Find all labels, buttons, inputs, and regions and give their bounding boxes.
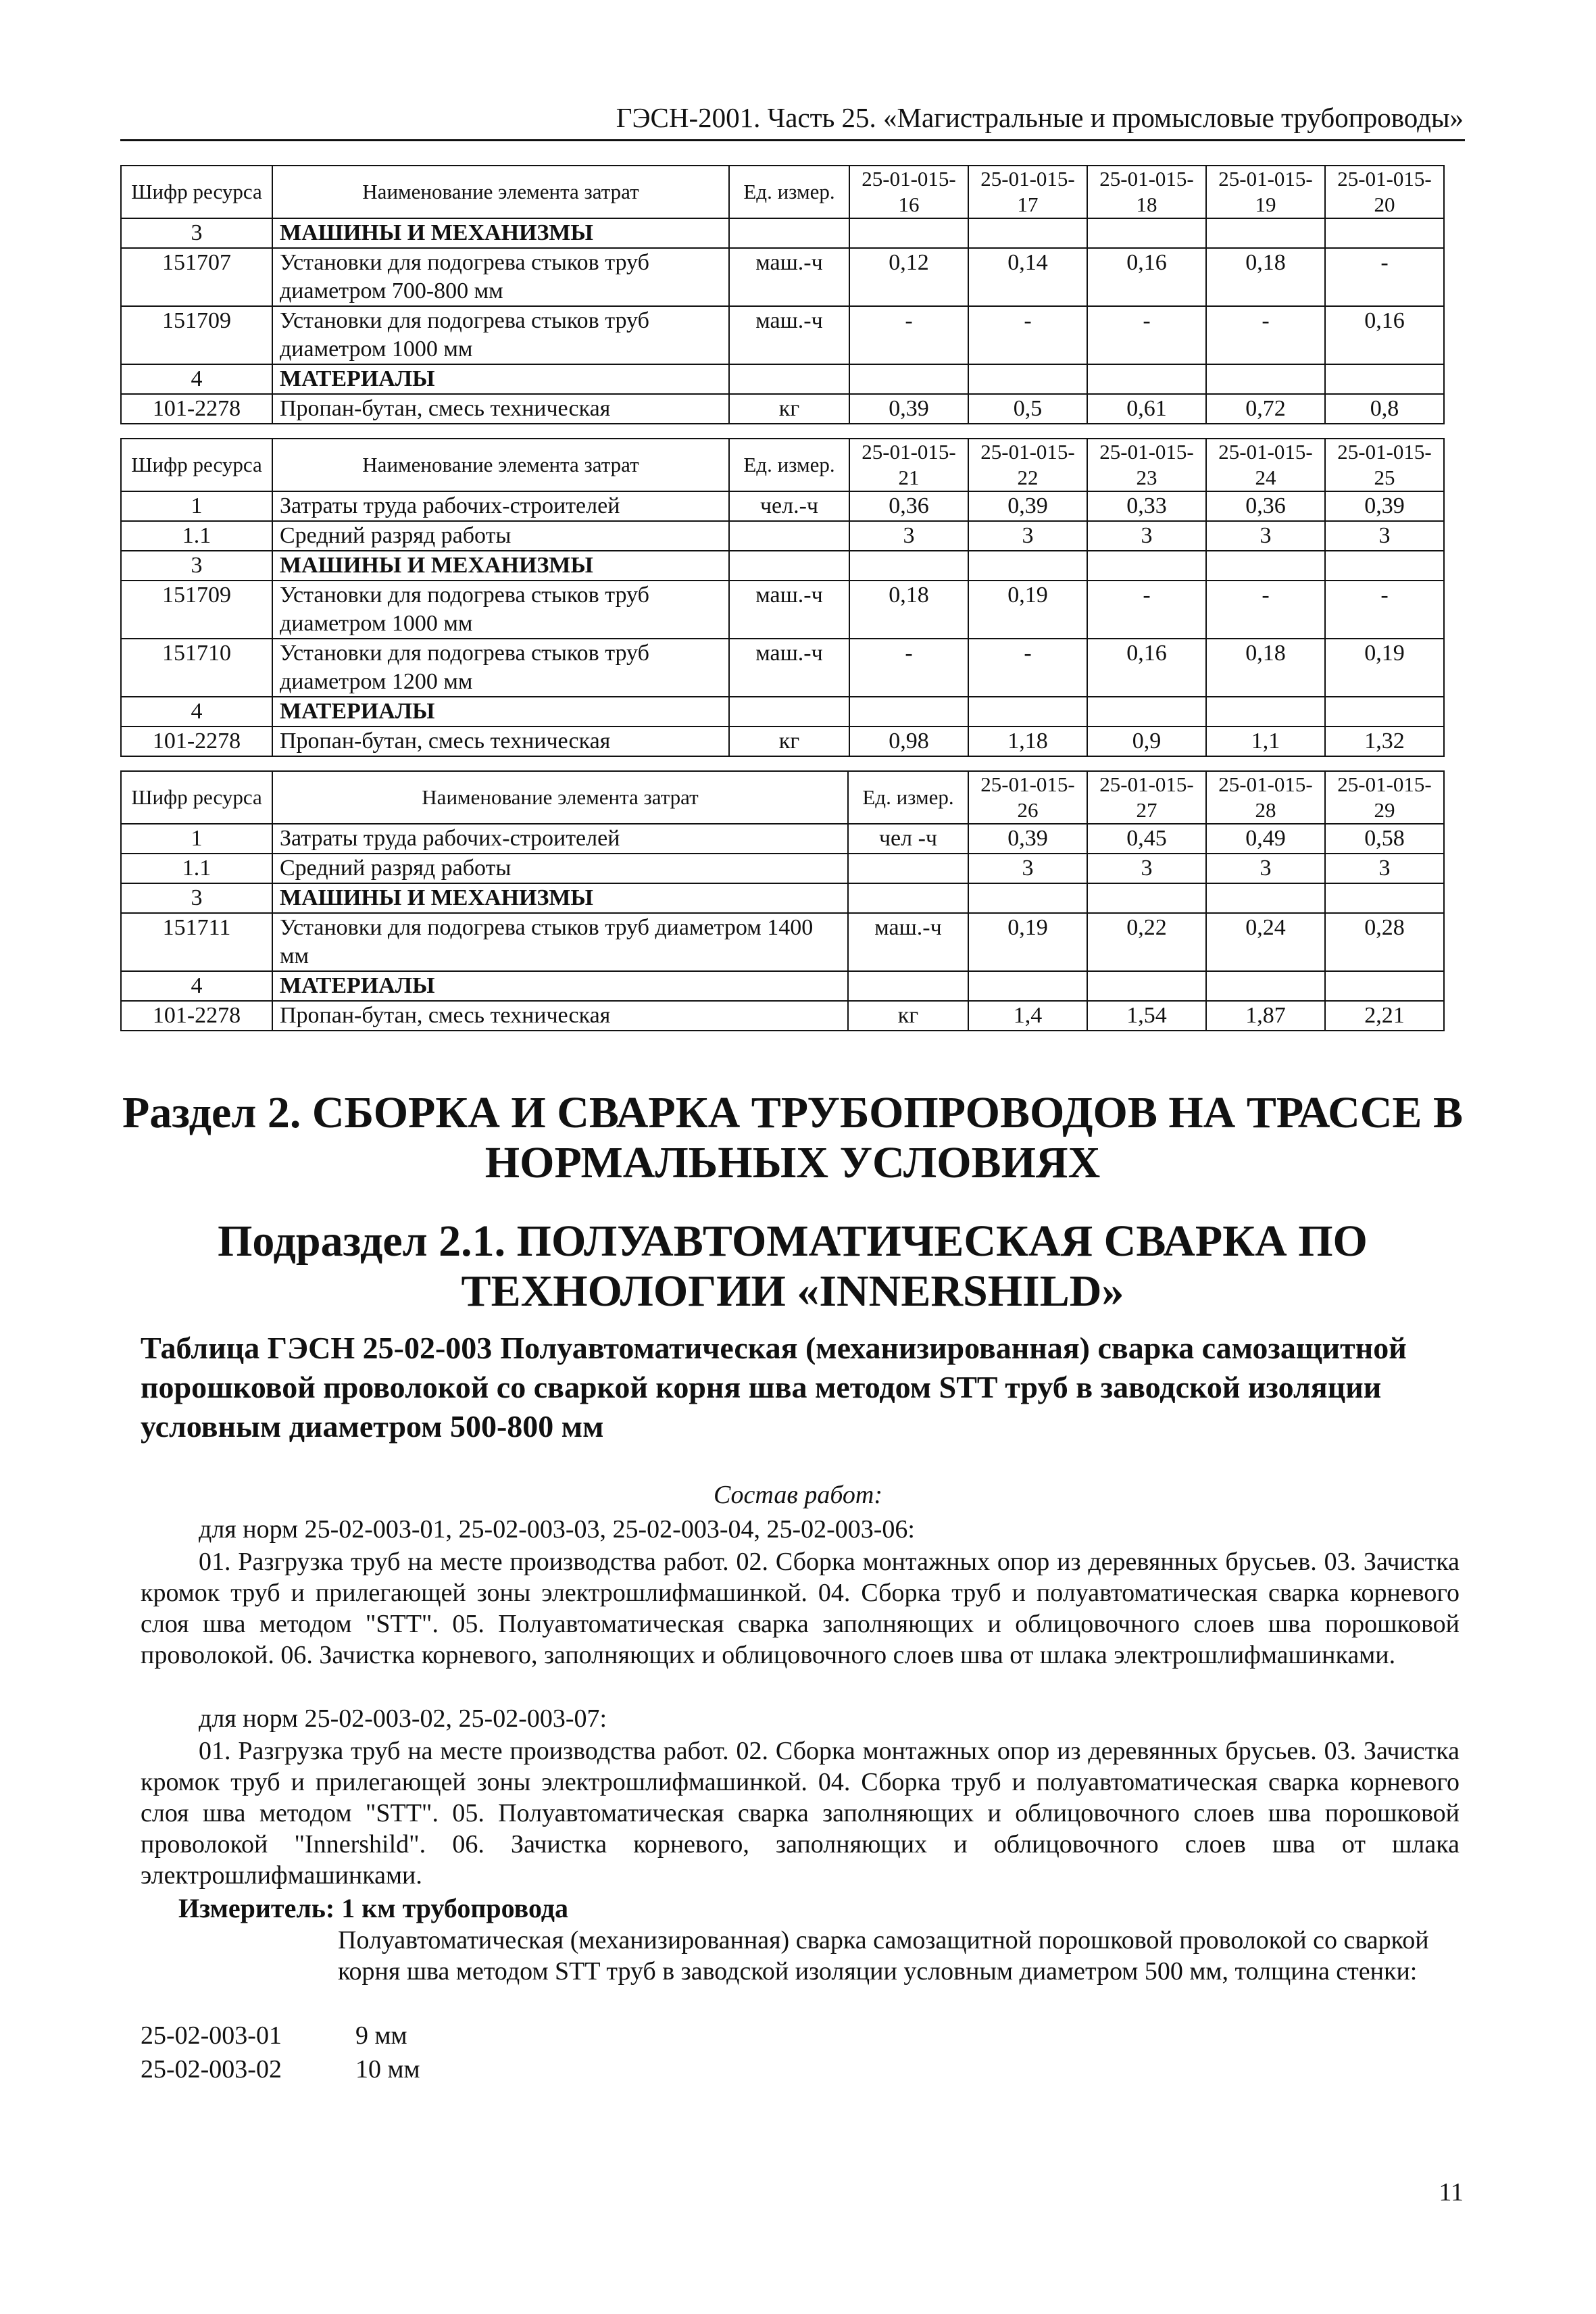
- unit-of-measure: кг: [848, 1001, 968, 1031]
- resource-code: 151710: [121, 639, 272, 697]
- subsection-title: Подраздел 2.1. ПОЛУАВТОМАТИЧЕСКАЯ СВАРКА ПО ТЕХНОЛОГИИ «INNERSHILD»: [218, 1216, 1368, 1316]
- table-row: [121, 306, 1444, 364]
- empty-cell: [1206, 218, 1325, 248]
- norm-value: -: [968, 639, 1087, 697]
- table-group-row: [121, 364, 1444, 394]
- section-title: Раздел 2. СБОРКА И СВАРКА ТРУБОПРОВОДОВ НА ТРАССЕ В НОРМАЛЬНЫХ УСЛОВИЯХ: [122, 1088, 1463, 1187]
- norm-value: -: [1206, 581, 1325, 639]
- empty-cell: [849, 364, 968, 394]
- resource-code: 151707: [121, 248, 272, 306]
- unit-of-measure: кг: [729, 394, 849, 424]
- norm-value: 0,28: [1325, 913, 1444, 971]
- norm-item: [141, 2054, 420, 2084]
- table-caption-text: Полуавтоматическая (механизированная) сварка самозащитной порошковой проволокой со сваркой корня шва методом STT труб в заводской изоляции условным диаметром 500-800 мм: [141, 1331, 1407, 1444]
- resource-code: 1.1: [121, 854, 272, 883]
- resource-code: 151709: [121, 581, 272, 639]
- empty-cell: [849, 697, 968, 727]
- header-norm-code: 25-01-015-23: [1087, 439, 1206, 491]
- table-group-row: [121, 883, 1444, 913]
- norm-value: 0,18: [1206, 248, 1325, 306]
- norm-item: [141, 2021, 407, 2050]
- norm-value: -: [968, 306, 1087, 364]
- norm-value: -: [1206, 306, 1325, 364]
- unit-of-measure: маш.-ч: [729, 639, 849, 697]
- table-caption: [141, 1329, 1424, 1446]
- table-row: [121, 1001, 1444, 1031]
- cost-element-name: Средний разряд работы: [272, 521, 729, 551]
- unit-of-measure: маш.-ч: [729, 581, 849, 639]
- measure-unit: Измеритель: 1 км трубопровода: [178, 1893, 569, 1923]
- cost-element-name: Установки для подогрева стыков труб диаметром 1200 мм: [272, 639, 729, 697]
- header-norm-code: 25-01-015-21: [849, 439, 968, 491]
- norm-value: 0,19: [1325, 639, 1444, 697]
- norm-value: 1,87: [1206, 1001, 1325, 1031]
- cost-element-name: Пропан-бутан, смесь техническая: [272, 394, 729, 424]
- norm-value: -: [1087, 581, 1206, 639]
- norm-value: 0,18: [1206, 639, 1325, 697]
- resource-code: 101-2278: [121, 1001, 272, 1031]
- norm-value: 0,8: [1325, 394, 1444, 424]
- unit-of-measure: [729, 521, 849, 551]
- unit-of-measure: [729, 218, 849, 248]
- header-norm-code: 25-01-015-19: [1206, 166, 1325, 218]
- resource-code: 151711: [121, 913, 272, 971]
- resource-table-3: [120, 770, 1445, 1031]
- header-unit: Ед. измер.: [729, 166, 849, 218]
- empty-cell: [1087, 971, 1206, 1001]
- empty-cell: [849, 551, 968, 581]
- norm-value: 0,22: [1087, 913, 1206, 971]
- measure-description: Полуавтоматическая (механизированная) сварка самозащитной порошковой проволокой со сваркой корня шва методом STT труб в заводской изоляции условным диаметром 500 мм, толщина стенки:: [338, 1926, 1429, 1986]
- header-norm-code: 25-01-015-25: [1325, 439, 1444, 491]
- norm-value: 0,39: [849, 394, 968, 424]
- cost-element-name: Установки для подогрева стыков труб диаметром 1000 мм: [272, 306, 729, 364]
- resource-table-2: [120, 438, 1445, 757]
- table-group-row: [121, 551, 1444, 581]
- norm-value: 3: [1325, 521, 1444, 551]
- norm-value: 3: [1206, 854, 1325, 883]
- empty-cell: [968, 218, 1087, 248]
- norm-value: 0,16: [1087, 248, 1206, 306]
- unit-of-measure: [729, 551, 849, 581]
- table-row: [121, 824, 1444, 854]
- works-paragraph-a: 01. Разгрузка труб на месте производства работ. 02. Сборка монтажных опор из деревянных брусьев. 03. Зачистка кромок труб и прилегающей зоны электрошлифмашинкой. 04. Сборка труб и полуавтоматическая сварка корневого слоя шва методом "STT". 05. Полуавтоматическая сварка заполняющих и облицовочного слоев шва порошковой проволокой. 06. Зачистка корневого, заполняющих и облицовочного слоев шва от шлака электрошлифмашинками.: [141, 1548, 1460, 1669]
- norm-value: 0,16: [1325, 306, 1444, 364]
- norm-value: 1,32: [1325, 727, 1444, 756]
- empty-cell: [1206, 697, 1325, 727]
- header-resource-code: Шифр ресурса: [121, 439, 272, 491]
- header-norm-code: 25-01-015-17: [968, 166, 1087, 218]
- norm-value: 1,18: [968, 727, 1087, 756]
- cost-element-name: Затраты труда рабочих-строителей: [272, 491, 729, 521]
- cost-element-name: Установки для подогрева стыков труб диаметром 700-800 мм: [272, 248, 729, 306]
- norm-value: 0,72: [1206, 394, 1325, 424]
- norm-value: 3: [1087, 521, 1206, 551]
- group-title: МАШИНЫ И МЕХАНИЗМЫ: [272, 218, 729, 248]
- empty-cell: [1325, 218, 1444, 248]
- table-header-row: [121, 771, 1444, 824]
- unit-of-measure: маш.-ч: [729, 248, 849, 306]
- empty-cell: [849, 218, 968, 248]
- empty-cell: [968, 883, 1087, 913]
- norm-value: 3: [1325, 854, 1444, 883]
- table-group-row: [121, 697, 1444, 727]
- empty-cell: [1325, 551, 1444, 581]
- cost-element-name: Пропан-бутан, смесь техническая: [272, 1001, 848, 1031]
- norm-value: 3: [968, 854, 1087, 883]
- table-row: [121, 913, 1444, 971]
- norm-value: 0,39: [968, 491, 1087, 521]
- table-group-row: [121, 971, 1444, 1001]
- table-group-row: [121, 218, 1444, 248]
- group-title: МАТЕРИАЛЫ: [272, 364, 729, 394]
- norm-value: 0,49: [1206, 824, 1325, 854]
- header-cost-element: Наименование элемента затрат: [272, 771, 848, 824]
- norm-value: 0,5: [968, 394, 1087, 424]
- header-norm-code: 25-01-015-16: [849, 166, 968, 218]
- norm-value: -: [1325, 248, 1444, 306]
- table-row: [121, 521, 1444, 551]
- resource-table-1: [120, 165, 1445, 424]
- resource-code: 3: [121, 551, 272, 581]
- unit-of-measure: [848, 883, 968, 913]
- norm-value: -: [849, 306, 968, 364]
- group-title: МАШИНЫ И МЕХАНИЗМЫ: [272, 551, 729, 581]
- resource-code: 1: [121, 824, 272, 854]
- header-rule: [120, 139, 1465, 141]
- empty-cell: [1087, 697, 1206, 727]
- norm-value: 1,54: [1087, 1001, 1206, 1031]
- empty-cell: [1206, 364, 1325, 394]
- header-norm-code: 25-01-015-20: [1325, 166, 1444, 218]
- cost-element-name: Средний разряд работы: [272, 854, 848, 883]
- resource-code: 3: [121, 218, 272, 248]
- header-resource-code: Шифр ресурса: [121, 166, 272, 218]
- cost-element-name: Установки для подогрева стыков труб диаметром 1400 мм: [272, 913, 848, 971]
- header-cost-element: Наименование элемента затрат: [272, 166, 729, 218]
- unit-of-measure: [729, 697, 849, 727]
- norm-value: 3: [1206, 521, 1325, 551]
- norm-value: 1,4: [968, 1001, 1087, 1031]
- table-row: [121, 854, 1444, 883]
- norm-value: 1,1: [1206, 727, 1325, 756]
- empty-cell: [1087, 883, 1206, 913]
- norm-value: 0,33: [1087, 491, 1206, 521]
- table-row: [121, 727, 1444, 756]
- unit-of-measure: [848, 854, 968, 883]
- norm-item-value: 10 мм: [355, 2055, 420, 2084]
- header-norm-code: 25-01-015-24: [1206, 439, 1325, 491]
- empty-cell: [968, 971, 1087, 1001]
- norm-value: 0,39: [1325, 491, 1444, 521]
- empty-cell: [968, 551, 1087, 581]
- empty-cell: [1206, 883, 1325, 913]
- norm-value: 0,36: [1206, 491, 1325, 521]
- norm-value: 0,14: [968, 248, 1087, 306]
- norm-item-code: 25-02-003-01: [141, 2021, 282, 2050]
- unit-of-measure: маш.-ч: [729, 306, 849, 364]
- empty-cell: [1087, 218, 1206, 248]
- norm-value: 0,19: [968, 581, 1087, 639]
- header-norm-code: 25-01-015-18: [1087, 166, 1206, 218]
- empty-cell: [1206, 971, 1325, 1001]
- page-number: 11: [1439, 2178, 1464, 2207]
- work-composition-heading: Состав работ:: [713, 1481, 883, 1509]
- unit-of-measure: [848, 971, 968, 1001]
- norm-value: -: [849, 639, 968, 697]
- empty-cell: [1325, 971, 1444, 1001]
- resource-code: 101-2278: [121, 727, 272, 756]
- cost-element-name: Пропан-бутан, смесь техническая: [272, 727, 729, 756]
- norm-value: 0,18: [849, 581, 968, 639]
- table-header-row: [121, 166, 1444, 218]
- table-row: [121, 581, 1444, 639]
- norm-value: 3: [968, 521, 1087, 551]
- table-caption-lead: Таблица ГЭСН 25-02-003: [141, 1331, 493, 1365]
- resource-code: 101-2278: [121, 394, 272, 424]
- group-title: МАТЕРИАЛЫ: [272, 697, 729, 727]
- norm-value: 0,36: [849, 491, 968, 521]
- header-norm-code: 25-01-015-22: [968, 439, 1087, 491]
- norm-item-code: 25-02-003-02: [141, 2055, 282, 2084]
- norm-value: 0,61: [1087, 394, 1206, 424]
- norm-value: 3: [849, 521, 968, 551]
- norm-item-value: 9 мм: [355, 2021, 407, 2050]
- header-resource-code: Шифр ресурса: [121, 771, 272, 824]
- norm-value: -: [1325, 581, 1444, 639]
- header-unit: Ед. измер.: [848, 771, 968, 824]
- table-row: [121, 394, 1444, 424]
- norms-list-b: для норм 25-02-003-02, 25-02-003-07:: [199, 1704, 607, 1733]
- unit-of-measure: маш.-ч: [848, 913, 968, 971]
- table-row: [121, 248, 1444, 306]
- norm-value: -: [1087, 306, 1206, 364]
- table-row: [121, 639, 1444, 697]
- unit-of-measure: чел.-ч: [729, 491, 849, 521]
- header-cost-element: Наименование элемента затрат: [272, 439, 729, 491]
- header-norm-code: 25-01-015-29: [1325, 771, 1444, 824]
- norm-value: 0,98: [849, 727, 968, 756]
- norm-value: 3: [1087, 854, 1206, 883]
- norm-value: 2,21: [1325, 1001, 1444, 1031]
- unit-of-measure: [729, 364, 849, 394]
- header-norm-code: 25-01-015-28: [1206, 771, 1325, 824]
- works-paragraph-b: 01. Разгрузка труб на месте производства работ. 02. Сборка монтажных опор из деревянных брусьев. 03. Зачистка кромок труб и прилегающей зоны электрошлифмашинкой. 04. Сборка труб и полуавтоматическая сварка корневого слоя шва методом "STT". 05. Полуавтоматическая сварка заполняющих и облицовочного слоев шва порошковой проволокой "Innershild". 06. Зачистка корневого, заполняющих и облицовочного слоев шва от шлака электрошлифмашинками.: [141, 1737, 1460, 1890]
- unit-of-measure: чел -ч: [848, 824, 968, 854]
- group-title: МАШИНЫ И МЕХАНИЗМЫ: [272, 883, 848, 913]
- table-row: [121, 491, 1444, 521]
- norm-value: 0,16: [1087, 639, 1206, 697]
- empty-cell: [1087, 364, 1206, 394]
- norm-value: 0,58: [1325, 824, 1444, 854]
- norm-value: 0,12: [849, 248, 968, 306]
- header-norm-code: 25-01-015-27: [1087, 771, 1206, 824]
- resource-code: 4: [121, 697, 272, 727]
- norm-value: 0,24: [1206, 913, 1325, 971]
- empty-cell: [1087, 551, 1206, 581]
- resource-code: 1: [121, 491, 272, 521]
- empty-cell: [1325, 364, 1444, 394]
- resource-code: 1.1: [121, 521, 272, 551]
- empty-cell: [1325, 697, 1444, 727]
- page-header: ГЭСН-2001. Часть 25. «Магистральные и промысловые трубопроводы»: [616, 102, 1464, 133]
- resource-code: 151709: [121, 306, 272, 364]
- group-title: МАТЕРИАЛЫ: [272, 971, 848, 1001]
- empty-cell: [968, 697, 1087, 727]
- norm-value: 0,19: [968, 913, 1087, 971]
- resource-code: 4: [121, 364, 272, 394]
- norm-value: 0,9: [1087, 727, 1206, 756]
- norm-value: 0,39: [968, 824, 1087, 854]
- cost-element-name: Установки для подогрева стыков труб диаметром 1000 мм: [272, 581, 729, 639]
- header-norm-code: 25-01-015-26: [968, 771, 1087, 824]
- empty-cell: [1206, 551, 1325, 581]
- empty-cell: [968, 364, 1087, 394]
- unit-of-measure: кг: [729, 727, 849, 756]
- header-unit: Ед. измер.: [729, 439, 849, 491]
- resource-code: 4: [121, 971, 272, 1001]
- norms-list-a: для норм 25-02-003-01, 25-02-003-03, 25-02-003-04, 25-02-003-06:: [199, 1515, 915, 1544]
- resource-code: 3: [121, 883, 272, 913]
- empty-cell: [1325, 883, 1444, 913]
- norm-value: 0,45: [1087, 824, 1206, 854]
- cost-element-name: Затраты труда рабочих-строителей: [272, 824, 848, 854]
- table-header-row: [121, 439, 1444, 491]
